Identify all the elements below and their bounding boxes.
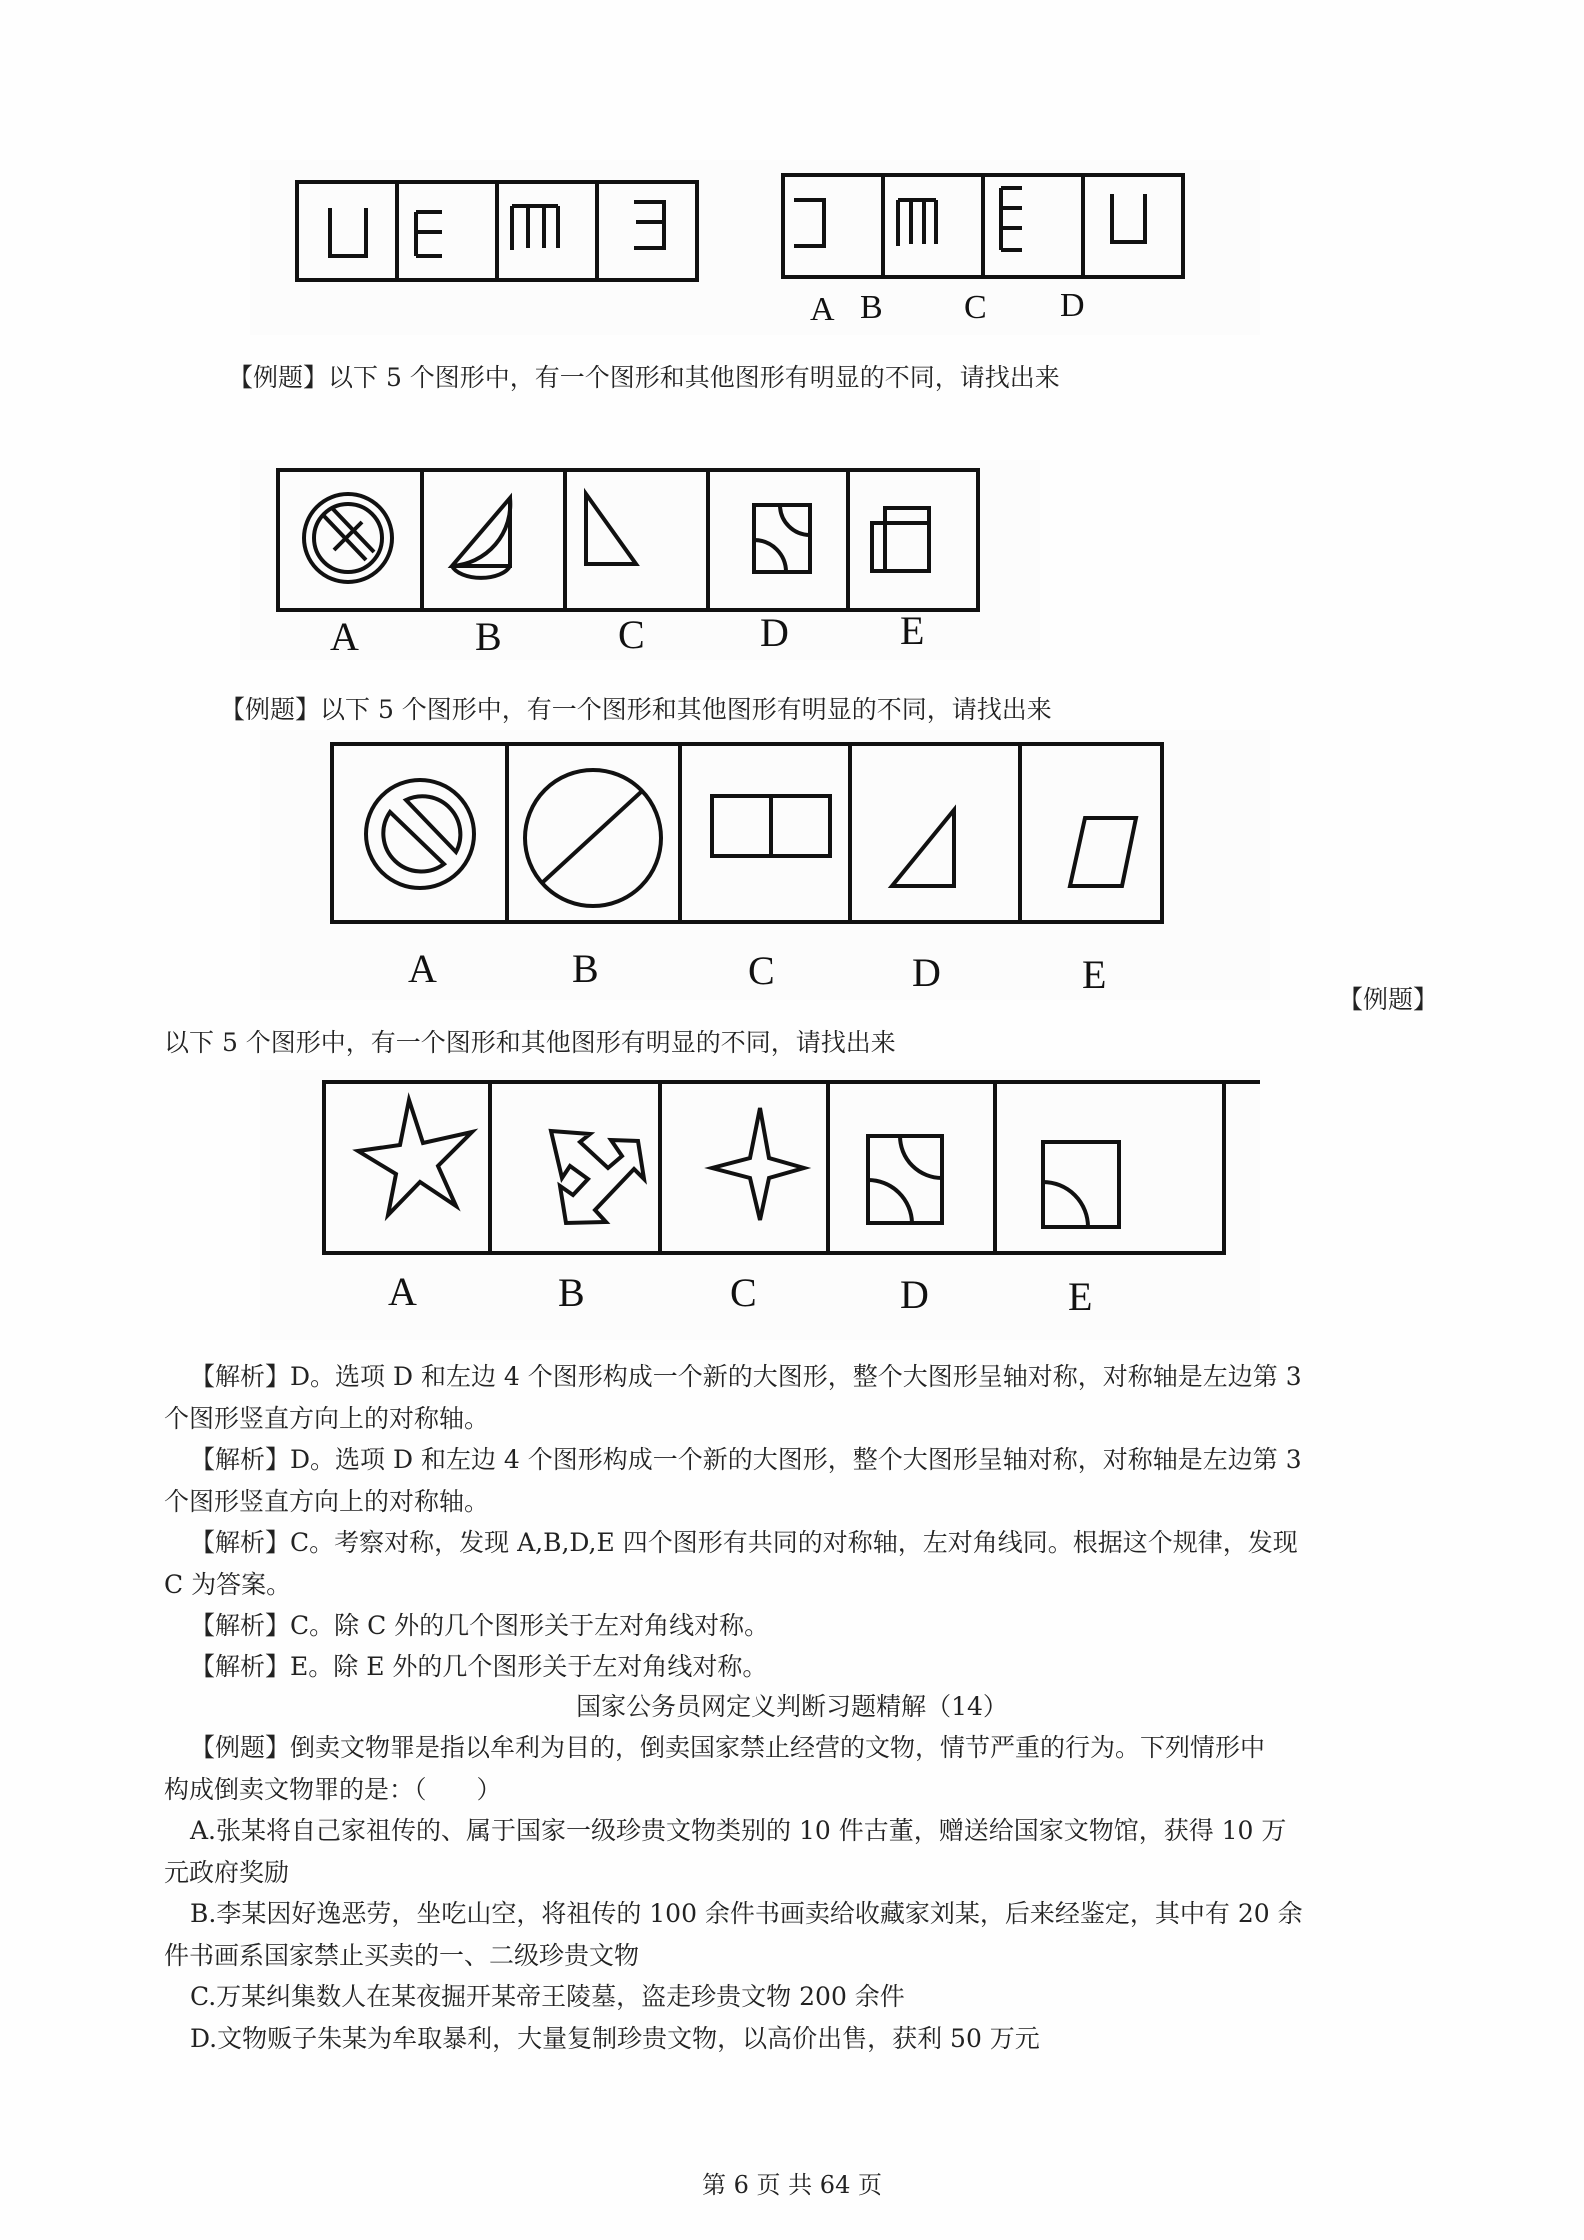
option-label: B [475, 614, 502, 659]
options-strip [332, 744, 1162, 922]
question-5-option-a-line-1: A.张某将自己家祖传的、属于国家一级珍贵文物类别的 10 件古董，赠送给国家文物馆，获得 10 万 [190, 1816, 1287, 1845]
figure-3-drawing [260, 730, 1270, 1000]
option-b-arrows-icon [551, 1131, 644, 1223]
figure-3 [260, 730, 1270, 1000]
option-d-triangle-icon [892, 810, 954, 886]
option-c-four-point-star-icon [712, 1108, 804, 1220]
option-label: B [572, 946, 599, 991]
question-4-tag: 【例题】 [1338, 985, 1439, 1014]
u-shape-icon [330, 208, 366, 256]
figure-2 [240, 460, 1040, 660]
question-5-option-a-line-2: 元政府奖励 [164, 1858, 290, 1887]
option-label: D [1060, 287, 1085, 324]
analysis-3-line-1: 【解析】C。考察对称，发现 A,B,D,E 四个图形有共同的对称轴，左对角线同。根据这个规律，发现 [190, 1528, 1298, 1557]
analysis-2-line-1: 【解析】D。选项 D 和左边 4 个图形构成一个新的大图形，整个大图形呈轴对称，对称轴是左边第 3 [190, 1445, 1302, 1474]
option-b-circle-diagonal-icon [525, 770, 661, 906]
analysis-1-line-1: 【解析】D。选项 D 和左边 4 个图形构成一个新的大图形，整个大图形呈轴对称，对称轴是左边第 3 [190, 1362, 1302, 1391]
question-3-prompt: 【例题】以下 5 个图形中，有一个图形和其他图形有明显的不同，请找出来 [220, 695, 1052, 724]
option-label: E [900, 608, 925, 653]
option-label: A [810, 291, 835, 328]
option-label: D [912, 950, 941, 995]
option-a-shape-icon [794, 200, 824, 246]
option-d-square-two-arcs-icon [868, 1136, 942, 1223]
analysis-5: 【解析】E。除 E 外的几个图形关于左对角线对称。 [190, 1652, 768, 1681]
option-label: E [1082, 952, 1107, 997]
option-c-triangle-icon [586, 494, 636, 564]
m-shape-icon [512, 206, 558, 250]
analysis-1-line-2: 个图形竖直方向上的对称轴。 [164, 1404, 490, 1433]
option-label: A [408, 946, 437, 991]
option-a-crossed-circle-icon [304, 494, 392, 582]
question-5-option-d: D.文物贩子朱某为牟取暴利，大量复制珍贵文物，以高价出售，获利 50 万元 [190, 2024, 1040, 2053]
analysis-2-line-2: 个图形竖直方向上的对称轴。 [164, 1487, 490, 1516]
option-label: A [388, 1269, 417, 1314]
option-label: E [1068, 1274, 1093, 1319]
question-5-stem-line-1: 【例题】倒卖文物罪是指以牟利为目的，倒卖国家禁止经营的文物，情节严重的行为。下列情形中 [190, 1733, 1266, 1762]
option-label: C [748, 948, 775, 993]
page-footer: 第 6 页 共 64 页 [702, 2171, 882, 2199]
question-2-prompt: 【例题】以下 5 个图形中，有一个图形和其他图形有明显的不同，请找出来 [228, 363, 1060, 392]
option-label: B [558, 1270, 585, 1315]
e-shape-icon [416, 212, 442, 256]
option-label: B [860, 289, 883, 326]
option-e-parallelogram-icon [1070, 818, 1136, 886]
option-d-square-arcs-icon [754, 505, 810, 572]
option-c-shape-icon [1001, 188, 1022, 250]
option-c-split-rectangle-icon [712, 796, 830, 856]
option-b-triangle-semicircle-icon [452, 498, 510, 578]
option-a-prohibition-circle-icon [366, 780, 474, 888]
section-title: 国家公务员网定义判断习题精解（14） [576, 1692, 1008, 1721]
option-label: D [900, 1272, 929, 1317]
option-e-overlapping-squares-icon [872, 508, 929, 571]
question-5-option-b-line-2: 件书画系国家禁止买卖的一、二级珍贵文物 [164, 1941, 640, 1970]
figure-1-drawing [250, 160, 1260, 335]
figure-1 [250, 160, 1260, 335]
question-4-prompt: 以下 5 个图形中，有一个图形和其他图形有明显的不同，请找出来 [164, 1028, 896, 1057]
figure-2-drawing [240, 460, 1040, 660]
option-label: C [618, 612, 645, 657]
analysis-4: 【解析】C。除 C 外的几个图形关于左对角线对称。 [190, 1611, 770, 1640]
three-shape-icon [634, 202, 664, 248]
option-label: C [964, 289, 987, 326]
option-a-star-icon [358, 1100, 472, 1215]
figure-4-drawing [260, 1070, 1260, 1340]
figure-4 [260, 1070, 1260, 1340]
option-d-shape-icon [1112, 194, 1145, 242]
question-5-option-b-line-1: B.李某因好逸恶劳，坐吃山空，将祖传的 100 余件书画卖给收藏家刘某，后来经鉴定，其中有 20 余 [190, 1899, 1303, 1928]
option-label: C [730, 1270, 757, 1315]
option-b-shape-icon [898, 200, 936, 246]
option-label: A [330, 614, 359, 659]
question-5-stem-line-2: 构成倒卖文物罪的是：（ ） [164, 1775, 502, 1804]
option-e-square-one-arc-icon [1043, 1142, 1119, 1227]
option-label: D [760, 610, 789, 655]
question-5-option-c: C.万某纠集数人在某夜掘开某帝王陵墓，盗走珍贵文物 200 余件 [190, 1982, 905, 2011]
analysis-3-line-2: C 为答案。 [164, 1570, 292, 1599]
